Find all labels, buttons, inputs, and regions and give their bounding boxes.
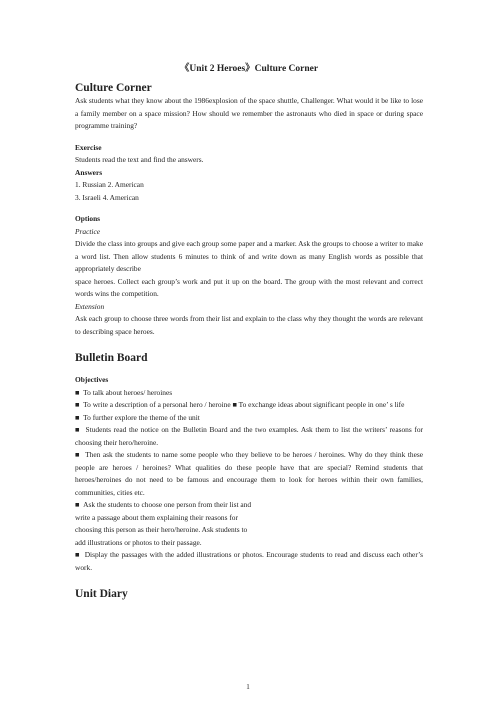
unit-diary-heading: Unit Diary	[75, 588, 128, 600]
objective-text: Display the passages with the added illustrations or photos. Encourage students to read and discuss each other’s work.	[75, 550, 423, 572]
bullet-icon: ■	[75, 550, 80, 559]
answers-line-2: 3. Israeli 4. American	[75, 192, 139, 202]
page-number: 1	[246, 683, 250, 691]
page-content	[75, 60, 423, 601]
objective-text: To talk about heroes/ heroines	[83, 387, 173, 397]
objective-item	[75, 449, 423, 499]
objective-item	[75, 549, 423, 574]
practice-label: Practice	[75, 226, 101, 236]
objective-text: Then ask the students to name some people who they believe to be heroes / heroines. Why do they think these people are heroes / heroines? What qualities do these people have that are special? Remind students that heroes/heroines do not need to be famous and encourage them to look for heroes within their own families, communities, cities etc.	[75, 450, 424, 497]
practice-text-1: Divide the class into groups and give each group some paper and a marker. Ask the groups to choose a writer to make a word list. Then allow students 6 minutes to think of and write down as many English words as possible that appropriately describe	[75, 239, 423, 273]
answers-line-1: 1. Russian 2. American	[75, 180, 144, 189]
bullet-icon: ■	[75, 412, 80, 422]
options-label: Options	[75, 214, 101, 223]
culture-corner-heading: Culture Corner	[75, 82, 152, 94]
bullet-icon: ■	[75, 425, 81, 434]
objective-text: To write a description of a personal hero / heroine ■ To exchange ideas about significant people in one’ s life	[83, 400, 405, 409]
objective-text: Students read the notice on the Bulletin Board and the two examples. Ask them to list the writers’ reasons for choosing their hero/heroine.	[75, 425, 424, 447]
objective-item	[75, 499, 423, 512]
objective-text-line: add illustrations or photos to their passage.	[75, 537, 202, 547]
bulletin-board-heading: Bulletin Board	[75, 352, 148, 364]
answers-label: Answers	[75, 167, 103, 177]
culture-corner-intro: Ask students what they know about the 1986explosion of the space shuttle, Challenger. What would it be like to lose a family member on a space mission? How should we remember the astronauts who died in space or during space programme training?	[75, 96, 423, 130]
objective-item	[75, 412, 423, 425]
objective-item	[75, 424, 423, 449]
practice-text-2: space heroes. Collect each group’s work and put it up on the board. The group with the most relevant and correct words wins the competition.	[75, 276, 423, 298]
document-title: 《Unit 2 Heroes》Culture Corner	[179, 64, 319, 74]
objective-text: To further explore the theme of the unit	[83, 412, 200, 422]
objective-text-line: write a passage about them explaining their reasons for	[75, 512, 238, 522]
extension-text: Ask each group to choose three words from their list and explain to the class why they thought the words are relevant to describing space heroes.	[75, 314, 423, 336]
objective-item	[75, 387, 423, 400]
exercise-label: Exercise	[75, 142, 102, 152]
objective-text: Ask the students to choose one person from their list and	[83, 500, 252, 509]
extension-label: Extension	[75, 301, 105, 311]
objective-text-line: choosing this person as their hero/heroine. Ask students to	[75, 525, 248, 534]
objectives-label: Objectives	[75, 375, 109, 384]
bullet-icon: ■	[75, 400, 80, 409]
bullet-icon: ■	[75, 500, 80, 509]
exercise-text: Students read the text and find the answers.	[75, 155, 204, 164]
objective-item	[75, 399, 423, 412]
bullet-icon: ■	[75, 387, 80, 397]
bullet-icon: ■	[75, 450, 81, 459]
